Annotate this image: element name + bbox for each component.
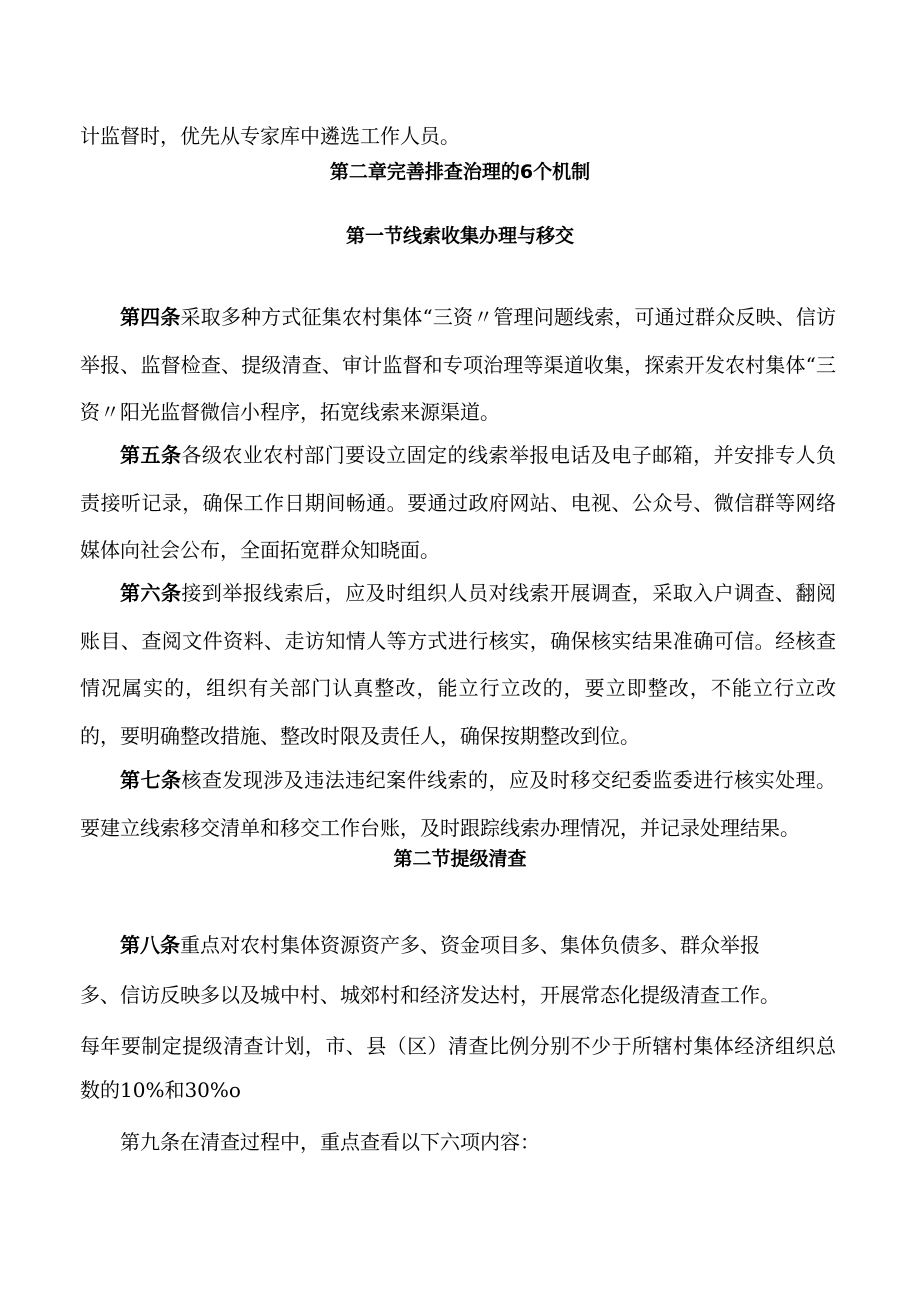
article-8-continuation: 每年要制定提级清查计划，市、县（区）清查比例分别不少于所辖村集体经济组织总数的10%和30%o (80, 1034, 836, 1102)
article-4-number: 第四条 (120, 305, 181, 329)
article-4 (80, 294, 836, 437)
section-title-2: 第二节提级清查 (393, 848, 527, 870)
section-title-1: 第一节线索收集办理与移交 (345, 225, 574, 247)
article-7-number: 第七条 (120, 768, 182, 792)
article-5-text: 各级农业农村部门要设立固定的线索举报电话及电子邮箱，并安排专人负责接听记录，确保工作日期间畅通。要通过政府网站、电视、公众号、微信群等网络媒体向社会公布，全面拓宽群众知晓面。 (80, 443, 837, 562)
article-7 (80, 757, 836, 852)
article-6 (80, 570, 836, 760)
article-8-line-1 (120, 931, 760, 959)
article-4-text: 采取多种方式征集农村集体“三资〃管理问题线索，可通过群众反映、信访举报、监督检查、提级清查、审计监督和专项治理等渠道收集，探索开发农村集体“三资〃阳光监督微信小程序，拓宽线索来源渠道。 (80, 305, 836, 424)
article-8-text-1: 重点对农村集体资源资产多、资金项目多、集体负债多、群众举报 (180, 933, 760, 957)
article-6-text: 接到举报线索后，应及时组织人员对线索开展调查，采取入户调查、翻阅账目、查阅文件资料、走访知情人等方式进行核实，确保核实结果准确可信。经核查情况属实的，组织有关部门认真整改，能立行立改的，要立即整改，不能立行立改的，要明确整改措施、整改时限及责任人，确保按期整改到位。 (80, 581, 837, 748)
article-9: 第九条在清查过程中，重点查看以下六项内容： (120, 1130, 540, 1154)
article-8-number: 第八条 (120, 933, 180, 957)
article-6-number: 第六条 (120, 581, 182, 605)
article-5-number: 第五条 (120, 443, 182, 467)
article-5 (80, 432, 836, 575)
article-7-text: 核查发现涉及违法违纪案件线索的，应及时移交纪委监委进行核实处理。要建立线索移交清单和移交工作台账，及时跟踪线索办理情况，并记录处理结果。 (80, 768, 837, 840)
chapter-title: 第二章完善排查治理的6个机制 (329, 161, 591, 183)
article-8-line-2: 多、信访反映多以及城中村、城郊村和经济发达村，开展常态化提级清查工作。 (80, 983, 780, 1007)
continuation-line: 计监督时，优先从专家库中遴选工作人员。 (80, 124, 460, 148)
